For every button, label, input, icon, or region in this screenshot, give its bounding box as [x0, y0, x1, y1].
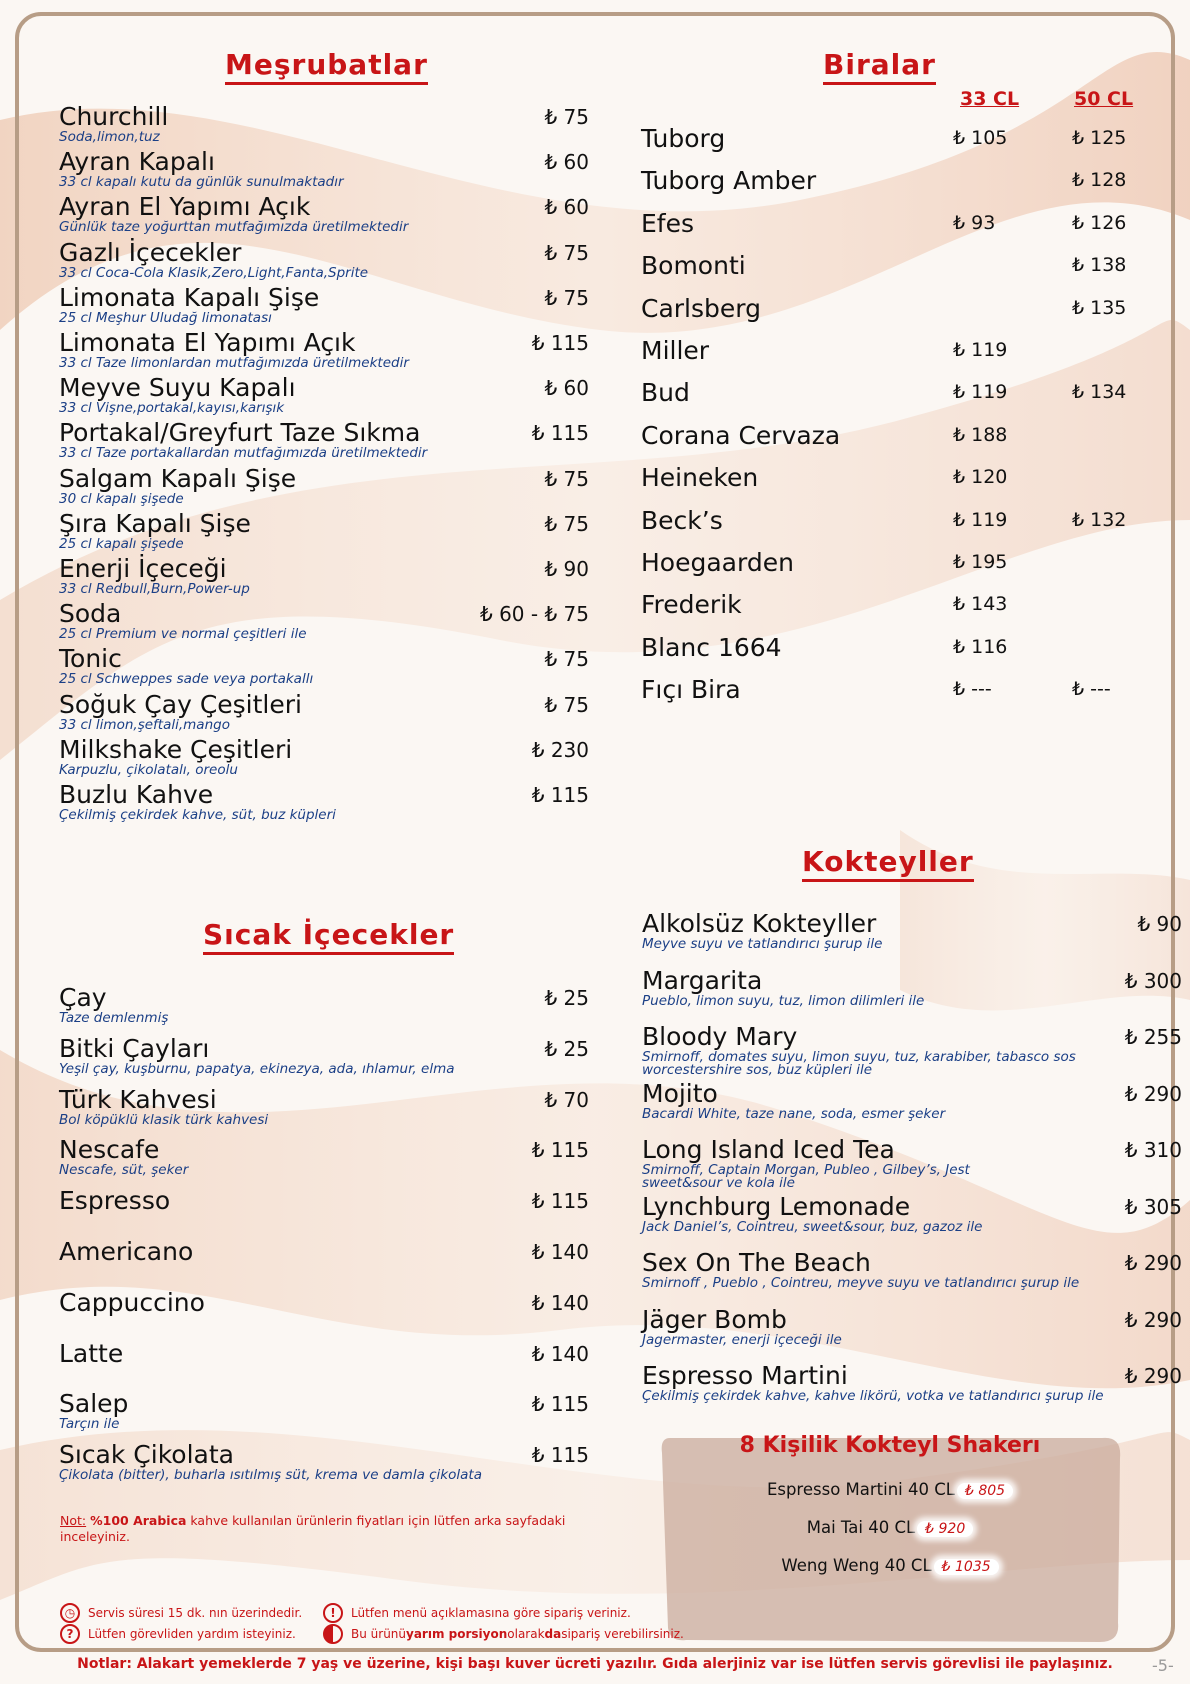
shaker-item-name: Espresso Martini 40 CL: [766, 1480, 955, 1499]
beer-row: [641, 676, 1141, 706]
menu-item: [59, 781, 589, 822]
shaker-item-price: ₺ 920: [917, 1521, 973, 1537]
menu-item: [59, 691, 589, 732]
menu-item-description: 25 cl Meşhur Uludağ limonatası: [59, 309, 272, 326]
menu-item-name: Çay: [59, 983, 107, 1012]
menu-item-description: 33 cl Redbull,Burn,Power-up: [59, 581, 250, 597]
menu-item-price: ₺ 230: [531, 737, 589, 762]
menu-item-description: Çikolata (bitter), buharla ısıtılmış süt, krema ve damla çikolata: [59, 1467, 482, 1484]
shaker-item: [650, 1518, 1130, 1537]
menu-item-description: Yeşil çay, kuşburnu, papatya, ekinezya, ada, ıhlamur, elma: [59, 1060, 455, 1077]
info-service-time: [60, 1603, 302, 1623]
menu-item: [59, 1340, 589, 1368]
menu-item-description: 25 cl kapalı şişede: [59, 535, 184, 552]
menu-item-price: ₺ 290: [1124, 1251, 1182, 1275]
menu-item-price: ₺ 115: [531, 421, 589, 446]
menu-item-name: Espresso: [59, 1186, 171, 1216]
menu-item-price: ₺ 115: [531, 783, 589, 807]
menu-item-price: ₺ 290: [1124, 1364, 1182, 1388]
menu-item-description: Smirnoff, domates suyu, limon suyu, tuz, karabiber, tabasco sos: [642, 1049, 1076, 1065]
menu-item-description: Karpuzlu, çikolatalı, oreolu: [59, 761, 238, 778]
menu-item: [59, 600, 589, 641]
menu-item-name: Churchill: [59, 102, 169, 131]
menu-item-description: 33 cl kapalı kutu da günlük sunulmaktadır: [59, 174, 344, 191]
beer-price-50cl: ₺ 138: [1072, 254, 1127, 277]
menu-item-name: Long Island Iced Tea: [642, 1135, 895, 1164]
menu-item-name: Portakal/Greyfurt Taze Sıkma: [59, 418, 421, 448]
menu-item-price: ₺ 140: [531, 1240, 589, 1264]
beer-price-50cl: ₺ 134: [1072, 381, 1127, 404]
beer-row: [641, 125, 1141, 155]
menu-item-name: Soda: [59, 599, 122, 629]
menu-item-price: ₺ 75: [544, 692, 589, 717]
section-title-mesrubatlar: Meşrubatlar: [225, 48, 428, 85]
beer-row: [641, 464, 1141, 494]
menu-item: [59, 239, 589, 280]
menu-item: [642, 910, 1182, 951]
menu-item-name: Bloody Mary: [642, 1022, 798, 1051]
info-half-pre: Bu ürünü: [351, 1627, 407, 1641]
menu-item-name: Enerji İçeceği: [59, 554, 227, 583]
menu-item-description: 33 cl limon,şeftali,mango: [59, 716, 230, 733]
menu-item-price: ₺ 75: [544, 105, 589, 129]
menu-item-price: ₺ 115: [531, 1138, 589, 1163]
menu-item-name: Salgam Kapalı Şişe: [59, 463, 297, 493]
menu-item-price: ₺ 75: [544, 511, 589, 536]
menu-item: [59, 1289, 589, 1317]
menu-item: [59, 1086, 589, 1127]
menu-item-price: ₺ 60 - ₺ 75: [480, 602, 589, 627]
info-order-text: Lütfen menü açıklamasına göre sipariş veriniz.: [351, 1606, 631, 1620]
menu-item-name: Cappuccino: [59, 1287, 205, 1317]
beer-price-33cl: ₺ 143: [953, 593, 1008, 616]
beer-price-50cl: ₺ 132: [1072, 508, 1127, 531]
menu-item-name: Limonata Kapalı Şişe: [59, 282, 320, 312]
beer-price-50cl: ₺ 125: [1072, 127, 1127, 149]
menu-item: [642, 967, 1182, 1008]
menu-item-name: Margarita: [642, 965, 763, 995]
menu-item-name: Alkolsüz Kokteyller: [642, 909, 877, 938]
menu-item: [642, 1080, 1182, 1121]
menu-item-description: 25 cl Schweppes sade veya portakallı: [59, 671, 314, 688]
shaker-item: [650, 1556, 1130, 1575]
beer-row: [641, 422, 1141, 452]
menu-item-name: Espresso Martini: [642, 1361, 848, 1390]
menu-item-name: Salep: [59, 1389, 129, 1419]
menu-item: [59, 148, 589, 189]
info-service-text: Servis süresi 15 dk. nın üzerindedir.: [88, 1606, 303, 1620]
menu-item-price: ₺ 115: [531, 1392, 589, 1417]
menu-item-description-2: worcestershire sos, buz küpleri ile: [642, 1062, 873, 1078]
beer-row: [641, 167, 1141, 197]
menu-item-description: Günlük taze yoğurttan mutfağımızda üretilmektedir: [59, 219, 409, 236]
info-half-bold1: yarım porsiyon: [406, 1627, 508, 1641]
menu-item-price: ₺ 25: [544, 986, 589, 1010]
menu-item-description: Jagermaster, enerji içeceği ile: [642, 1331, 842, 1348]
menu-item-name: Sex On The Beach: [642, 1248, 871, 1277]
shaker-item: [650, 1480, 1130, 1499]
menu-item-description: Meyve suyu ve tatlandırıcı şurup ile: [642, 936, 883, 952]
menu-item: [59, 1187, 589, 1215]
menu-item-description: Jack Daniel’s, Cointreu, sweet&sour, buz, gazoz ile: [642, 1218, 983, 1235]
beer-price-33cl: ₺ 119: [953, 339, 1008, 361]
menu-item-price: ₺ 290: [1124, 1307, 1182, 1332]
beer-name: Tuborg: [641, 124, 726, 153]
beer-price-50cl: ₺ 128: [1072, 169, 1127, 192]
coffee-note-text: kahve kullanılan ürünlerin fiyatları için lütfen arka sayfadaki inceleyiniz.: [60, 1513, 566, 1544]
menu-item: [642, 1193, 1182, 1234]
menu-item-name: Mojito: [642, 1078, 718, 1108]
menu-item: [642, 1362, 1182, 1403]
question-icon: ?: [60, 1624, 80, 1644]
menu-item-name: Soğuk Çay Çeşitleri: [59, 689, 302, 719]
beer-name: Hoegaarden: [641, 548, 794, 577]
menu-item-price: ₺ 60: [544, 195, 589, 220]
menu-item-name: Ayran El Yapımı Açık: [59, 192, 311, 222]
menu-item-name: Jäger Bomb: [642, 1304, 787, 1334]
section-title-kokteyller: Kokteyller: [802, 845, 974, 882]
menu-item: [59, 510, 589, 551]
info-half-portion: [323, 1624, 684, 1644]
menu-item-name: Nescafe: [59, 1135, 160, 1165]
beer-column-33cl: 33 CL: [960, 88, 1020, 110]
menu-item-price: ₺ 255: [1124, 1025, 1182, 1049]
menu-item-price: ₺ 60: [544, 150, 589, 175]
beer-row: [641, 337, 1141, 367]
menu-item-price: ₺ 75: [544, 466, 589, 491]
coffee-note: [60, 1513, 620, 1545]
page-number: -5-: [1152, 1656, 1174, 1675]
beer-name: Blanc 1664: [641, 632, 782, 662]
menu-item-price: ₺ 70: [544, 1087, 589, 1112]
menu-item-name: Milkshake Çeşitleri: [59, 734, 293, 764]
menu-item: [59, 103, 589, 144]
shaker-item-name: Mai Tai 40 CL: [806, 1518, 916, 1537]
beer-row: [641, 252, 1141, 282]
menu-item-description: Smirnoff, Captain Morgan, Publeo , Gilbey’s, Jest: [642, 1162, 970, 1178]
info-half-bold2: da: [544, 1627, 562, 1641]
shaker-title: 8 Kişilik Kokteyl Shakerı: [739, 1433, 1041, 1458]
menu-item: [59, 1136, 589, 1177]
menu-item: [59, 329, 589, 370]
beer-price-50cl: ₺ 126: [1072, 211, 1127, 234]
menu-item-description: Soda,limon,tuz: [59, 129, 160, 145]
menu-item-name: Meyve Suyu Kapalı: [59, 373, 296, 403]
menu-item-price: ₺ 115: [531, 1443, 589, 1468]
menu-item: [59, 284, 589, 325]
menu-item-price: ₺ 310: [1124, 1138, 1182, 1162]
beer-row: [641, 549, 1141, 579]
beer-price-33cl: ₺ ---: [953, 678, 992, 701]
menu-item-description: 25 cl Premium ve normal çeşitleri ile: [59, 626, 307, 643]
beer-price-33cl: ₺ 105: [953, 127, 1008, 149]
menu-item-description: Bol köpüklü klasik türk kahvesi: [59, 1111, 269, 1128]
menu-item-name: Americano: [59, 1237, 194, 1266]
menu-item-price: ₺ 300: [1124, 968, 1182, 993]
beer-row: [641, 634, 1141, 664]
menu-item: [59, 645, 589, 686]
menu-item-description-2: sweet&sour ve kola ile: [642, 1175, 795, 1191]
beer-row: [641, 591, 1141, 621]
info-half-mid: olarak: [507, 1627, 545, 1641]
menu-item-description: 30 cl kapalı şişede: [59, 490, 184, 507]
beer-price-33cl: ₺ 93: [953, 211, 996, 234]
clock-icon: ◷: [60, 1603, 80, 1623]
menu-item: [59, 984, 589, 1025]
section-title-sicak: Sıcak İçecekler: [203, 918, 454, 955]
beer-name: Frederik: [641, 590, 742, 620]
menu-item-price: ₺ 75: [544, 285, 589, 310]
menu-item-name: Buzlu Kahve: [59, 780, 214, 809]
menu-item-description: Çekilmiş çekirdek kahve, süt, buz küpleri: [59, 807, 336, 823]
menu-item-name: Ayran Kapalı: [59, 147, 215, 177]
menu-item-price: ₺ 140: [531, 1290, 589, 1315]
menu-item-name: Şıra Kapalı Şişe: [59, 508, 251, 538]
section-title-biralar: Biralar: [823, 48, 936, 85]
beer-row: [641, 507, 1141, 537]
beer-price-33cl: ₺ 116: [953, 635, 1008, 658]
menu-item: [642, 1249, 1182, 1290]
menu-item: [59, 374, 589, 415]
menu-item: [59, 736, 589, 777]
menu-item: [642, 1023, 1182, 1077]
menu-item-description: Tarçın ile: [59, 1416, 120, 1433]
menu-item: [59, 1035, 589, 1076]
menu-item-name: Limonata El Yapımı Açık: [59, 328, 356, 357]
menu-item-price: ₺ 305: [1124, 1194, 1182, 1219]
menu-item-price: ₺ 290: [1124, 1081, 1182, 1106]
beer-name: Efes: [641, 208, 695, 238]
half-portion-icon: [323, 1624, 343, 1644]
menu-item-name: Latte: [59, 1338, 124, 1368]
beer-price-33cl: ₺ 195: [953, 551, 1008, 573]
beer-name: Bud: [641, 378, 690, 408]
menu-item: [59, 1441, 589, 1482]
menu-item-name: Gazlı İçecekler: [59, 237, 242, 267]
coffee-note-bold: %100 Arabica: [90, 1513, 187, 1528]
menu-item-description: 33 cl Taze portakallardan mutfağımızda üretilmektedir: [59, 445, 428, 462]
beer-column-50cl: 50 CL: [1074, 88, 1134, 110]
beer-price-33cl: ₺ 119: [953, 381, 1008, 404]
menu-item-description: Smirnoff , Pueblo , Cointreu, meyve suyu ve tatlandırıcı şurup ile: [642, 1275, 1080, 1291]
beer-row: [641, 210, 1141, 240]
menu-item-price: ₺ 25: [544, 1036, 589, 1061]
menu-item-price: ₺ 115: [531, 331, 589, 355]
beer-name: Fıçı Bira: [641, 675, 741, 705]
beer-price-33cl: ₺ 188: [953, 423, 1008, 446]
menu-item: [642, 1306, 1182, 1347]
menu-item-description: 33 cl Taze limonlardan mutfağımızda üretilmektedir: [59, 355, 409, 371]
menu-item-description: Çekilmiş çekirdek kahve, kahve likörü, votka ve tatlandırıcı şurup ile: [642, 1388, 1104, 1404]
menu-item-name: Sıcak Çikolata: [59, 1440, 234, 1470]
menu-item-price: ₺ 90: [544, 557, 589, 581]
beer-name: Beck’s: [641, 505, 723, 535]
info-half-post: sipariş verebilirsiniz.: [561, 1627, 684, 1641]
menu-item-price: ₺ 60: [544, 376, 589, 401]
info-help-text: Lütfen görevliden yardım isteyiniz.: [88, 1627, 296, 1641]
menu-item-name: Türk Kahvesi: [59, 1084, 217, 1114]
menu-item-description: Nescafe, süt, şeker: [59, 1162, 189, 1179]
beer-name: Miller: [641, 336, 710, 365]
menu-item: [59, 193, 589, 234]
menu-item-name: Bitki Çayları: [59, 1033, 210, 1063]
menu-item: [59, 465, 589, 506]
menu-item-description: 33 cl Coca-Cola Klasik,Zero,Light,Fanta,Sprite: [59, 264, 369, 281]
menu-item: [59, 1390, 589, 1431]
beer-name: Bomonti: [641, 251, 746, 281]
beer-name: Tuborg Amber: [641, 166, 817, 196]
beer-name: Carlsberg: [641, 293, 761, 323]
beer-price-33cl: ₺ 119: [953, 508, 1008, 531]
menu-item-description: Bacardi White, taze nane, soda, esmer şeker: [642, 1105, 946, 1122]
beer-row: [641, 379, 1141, 409]
menu-item-name: Lynchburg Lemonade: [642, 1191, 911, 1221]
shaker-item-price: ₺ 1035: [934, 1559, 999, 1575]
info-order: [323, 1603, 631, 1623]
menu-item-price: ₺ 140: [531, 1341, 589, 1366]
menu-item-description: Taze demlenmiş: [59, 1010, 169, 1026]
footer-note: Notlar: Alakart yemeklerde 7 yaş ve üzerine, kişi başı kuver ücreti yazılır. Gıda alerjiniz var ise lütfen servis görevlisi ile paylaşınız.: [77, 1656, 1113, 1672]
beer-name: Heineken: [641, 463, 759, 493]
beer-name: Corana Cervaza: [641, 420, 841, 450]
beer-price-50cl: ₺ 135: [1072, 296, 1127, 319]
menu-item-price: ₺ 90: [1137, 912, 1182, 936]
menu-item: [59, 419, 589, 460]
beer-price-33cl: ₺ 120: [953, 466, 1008, 489]
menu-item-description: 33 cl Vişne,portakal,kayısı,karışık: [59, 400, 285, 417]
menu-item-description: Pueblo, limon suyu, tuz, limon dilimleri ile: [642, 992, 925, 1009]
shaker-item-price: ₺ 805: [957, 1483, 1013, 1499]
menu-item-name: Tonic: [59, 644, 122, 674]
coffee-note-label: Not:: [60, 1513, 87, 1528]
info-help: [60, 1624, 296, 1644]
menu-item-price: ₺ 75: [544, 647, 589, 672]
menu-item: [59, 555, 589, 596]
menu-item-price: ₺ 75: [544, 240, 589, 265]
menu-item: [642, 1136, 1182, 1190]
exclamation-icon: !: [323, 1603, 343, 1623]
beer-row: [641, 295, 1141, 325]
shaker-item-name: Weng Weng 40 CL: [781, 1556, 932, 1575]
menu-item-price: ₺ 115: [531, 1189, 589, 1214]
shaker-box-bg: [650, 1428, 1130, 1650]
beer-price-50cl: ₺ ---: [1072, 678, 1111, 701]
menu-item: [59, 1238, 589, 1266]
